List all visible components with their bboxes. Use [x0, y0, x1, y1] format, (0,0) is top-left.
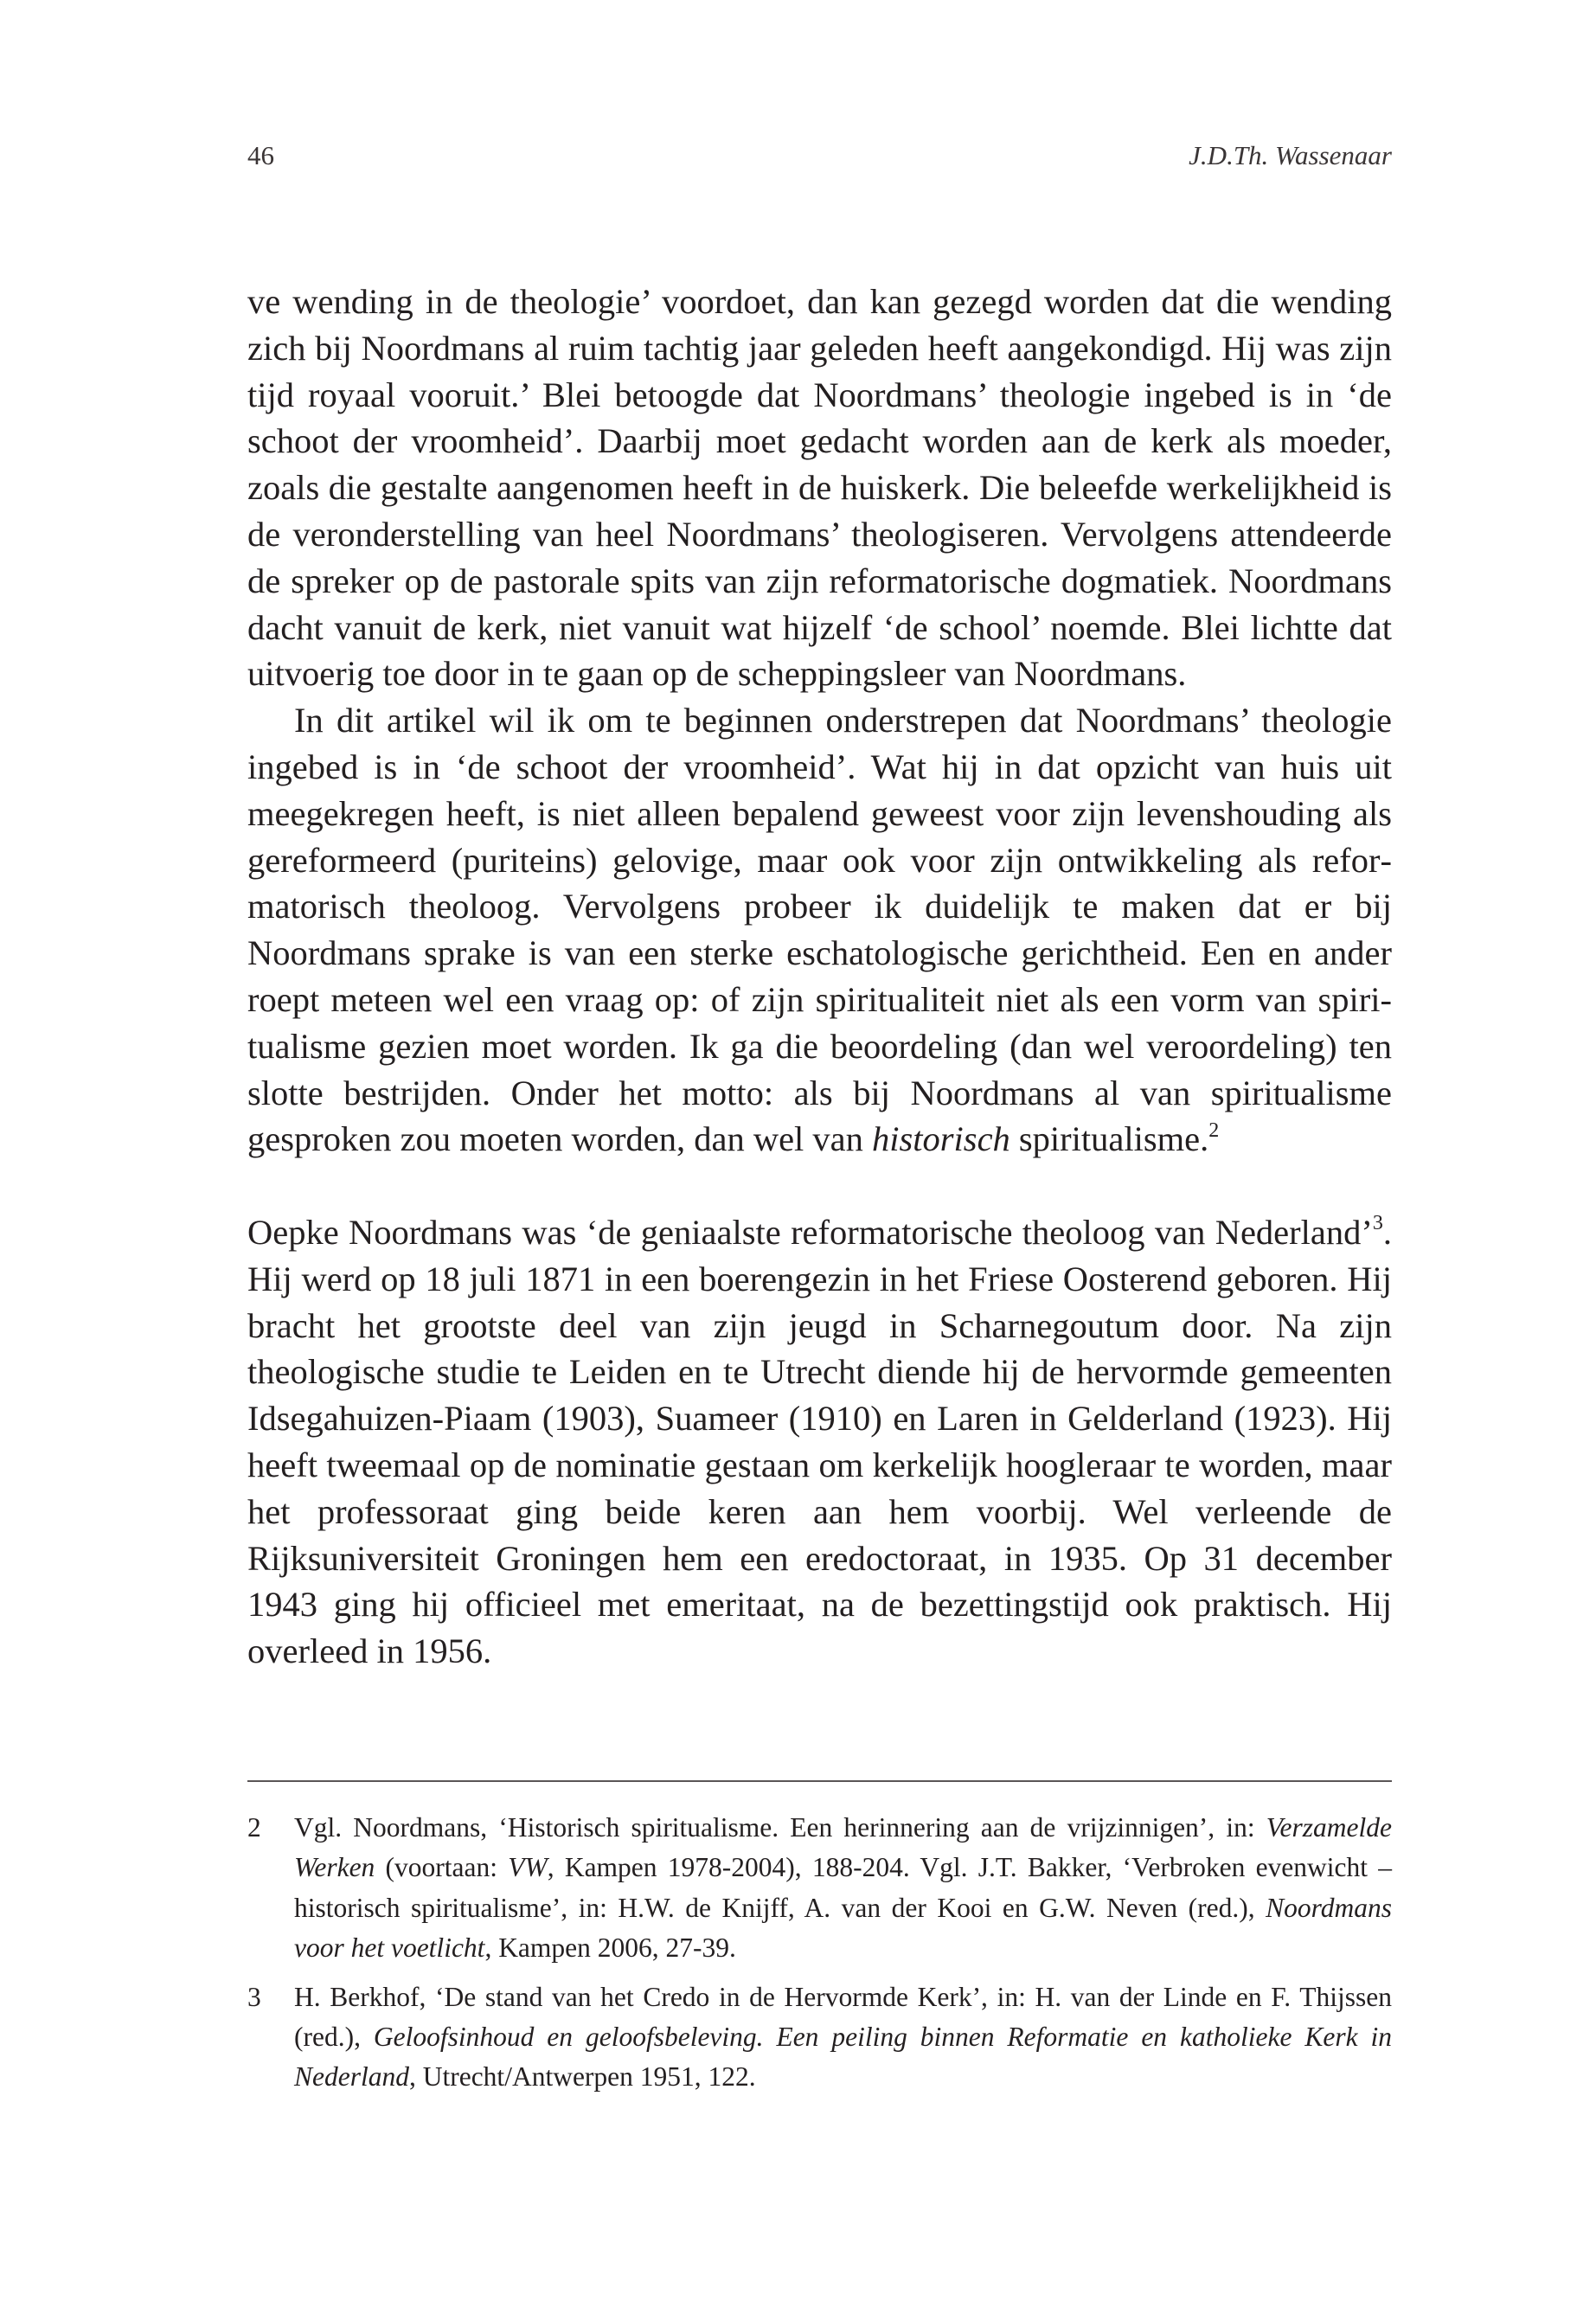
footnote-ref-3[interactable]: 3 — [1372, 1212, 1383, 1235]
page-number: 46 — [247, 140, 274, 170]
footnote-2: 2 Vgl. Noordmans, ‘Historisch spiritualisme. Een herinnering aan de vrijzinnigen’, in: Verzamelde Werken (voortaan: VW, Kampen 1978-2004), 188-204. Vgl. J.T. Bakker, ‘Verbroken evenwicht – historisch spiritualisme’, in: H.W. de Knijff, A. van der Kooi en G.W. Neven (red.), Noordmans voor het voetlicht, Kampen 2006, 27-39. — [247, 1808, 1392, 1969]
footnotes — [247, 1808, 1392, 2106]
footnote-ref-2[interactable]: 2 — [1208, 1118, 1220, 1142]
paragraph-3-rest: . Hij werd op 18 juli 1871 in een boerengezin in het Friese Oosterend geboren. Hij bracht het grootste deel van zijn jeugd in Scharnegoutum door. Na zijn theologische studie te Leiden en te Utrecht diende hij de hervormde gemeenten Idsegahuizen-Piaam (1903), Suameer (1910) en Laren in Gelderland (1923). Hij heeft tweemaal op de nominatie gestaan om kerkelijk hoogleraar te worden, maar het professoraat ging beide keren aan hem voorbij. Wel verleende de Rijksuniversiteit Groningen hem een eredoctoraat, in 1935. Op 31 december 1943 ging hij officieel met emeritaat, na de bezettingstijd ook praktisch. Hij overleed in 1956. — [247, 1212, 1392, 1671]
footnote-divider — [247, 1780, 1392, 1782]
paragraph-2 — [247, 697, 1392, 1163]
paragraph-2-text: In dit artikel wil ik om te beginnen onderstrepen dat Noordmans’ theologie ingebed is in ‘de schoot der vroomheid’. Wat hij in dat opzicht van huis uit meegekregen heeft, is niet alleen bepalend geweest voor zijn levenshouding als gereformeerd (puriteins) gelovige, maar ook voor zijn ontwikkeling als reformatorisch theoloog. Vervolgens probeer ik duidelijk te maken dat er bij Noordmans sprake is van een sterke eschatologische gerichtheid. Een en ander roept meteen wel een vraag op: of zijn spiritualiteit niet als een vorm van spiritualisme gezien moet worden. Ik ga die beoordeling (dan wel veroordeling) ten slotte bestrijden. Onder het motto: als bij Noordmans al van spiritualisme gesproken zou moeten worden, dan wel van — [247, 701, 1392, 1159]
paragraph-1: ve wending in de theologie’ voordoet, dan kan gezegd worden dat die wending zich bij Noordmans al ruim tachtig jaar geleden heeft aangekondigd. Hij was zijn tijd royaal vooruit.’ Blei betoogde dat Noordmans’ theologie ingebed is in ‘de schoot der vroomheid’. Daarbij moet gedacht worden aan de kerk als moeder, zoals die gestalte aangenomen heeft in de huiskerk. Die beleefde werkelijkheid is de veronderstelling van heel Noordmans’ theologiseren. Vervolgens attendeerde de spreker op de pastorale spits van zijn reformatorische dogmatiek. Noordmans dacht vanuit de kerk, niet vanuit wat hijzelf ‘de school’ noemde. Blei lichtte dat uitvoerig toe door in te gaan op de scheppingsleer van Noordmans. — [247, 282, 1392, 694]
footnote-number: 2 — [247, 1812, 261, 1843]
paragraph-3-start: Oepke Noordmans was ‘de geniaalste reformatorische theoloog van Nederland’ — [247, 1212, 1373, 1252]
paragraph-3 — [247, 1209, 1392, 1675]
footnote-number: 3 — [247, 1981, 261, 2012]
footnote-3: 3 H. Berkhof, ‘De stand van het Credo in de Hervormde Kerk’, in: H. van der Linde en F. Thijssen (red.), Geloofsinhoud en geloofsbeleving. Een peiling binnen Reformatie en katholieke Kerk in Nederland, Utrecht/Antwerpen 1951, 122. — [247, 1977, 1392, 2098]
main-text — [247, 279, 1392, 1675]
italic-historisch: historisch — [872, 1119, 1010, 1159]
paragraph-2-end: spiritualisme. — [1018, 1119, 1209, 1159]
running-head-author: J.D.Th. Wassenaar — [1189, 140, 1392, 170]
